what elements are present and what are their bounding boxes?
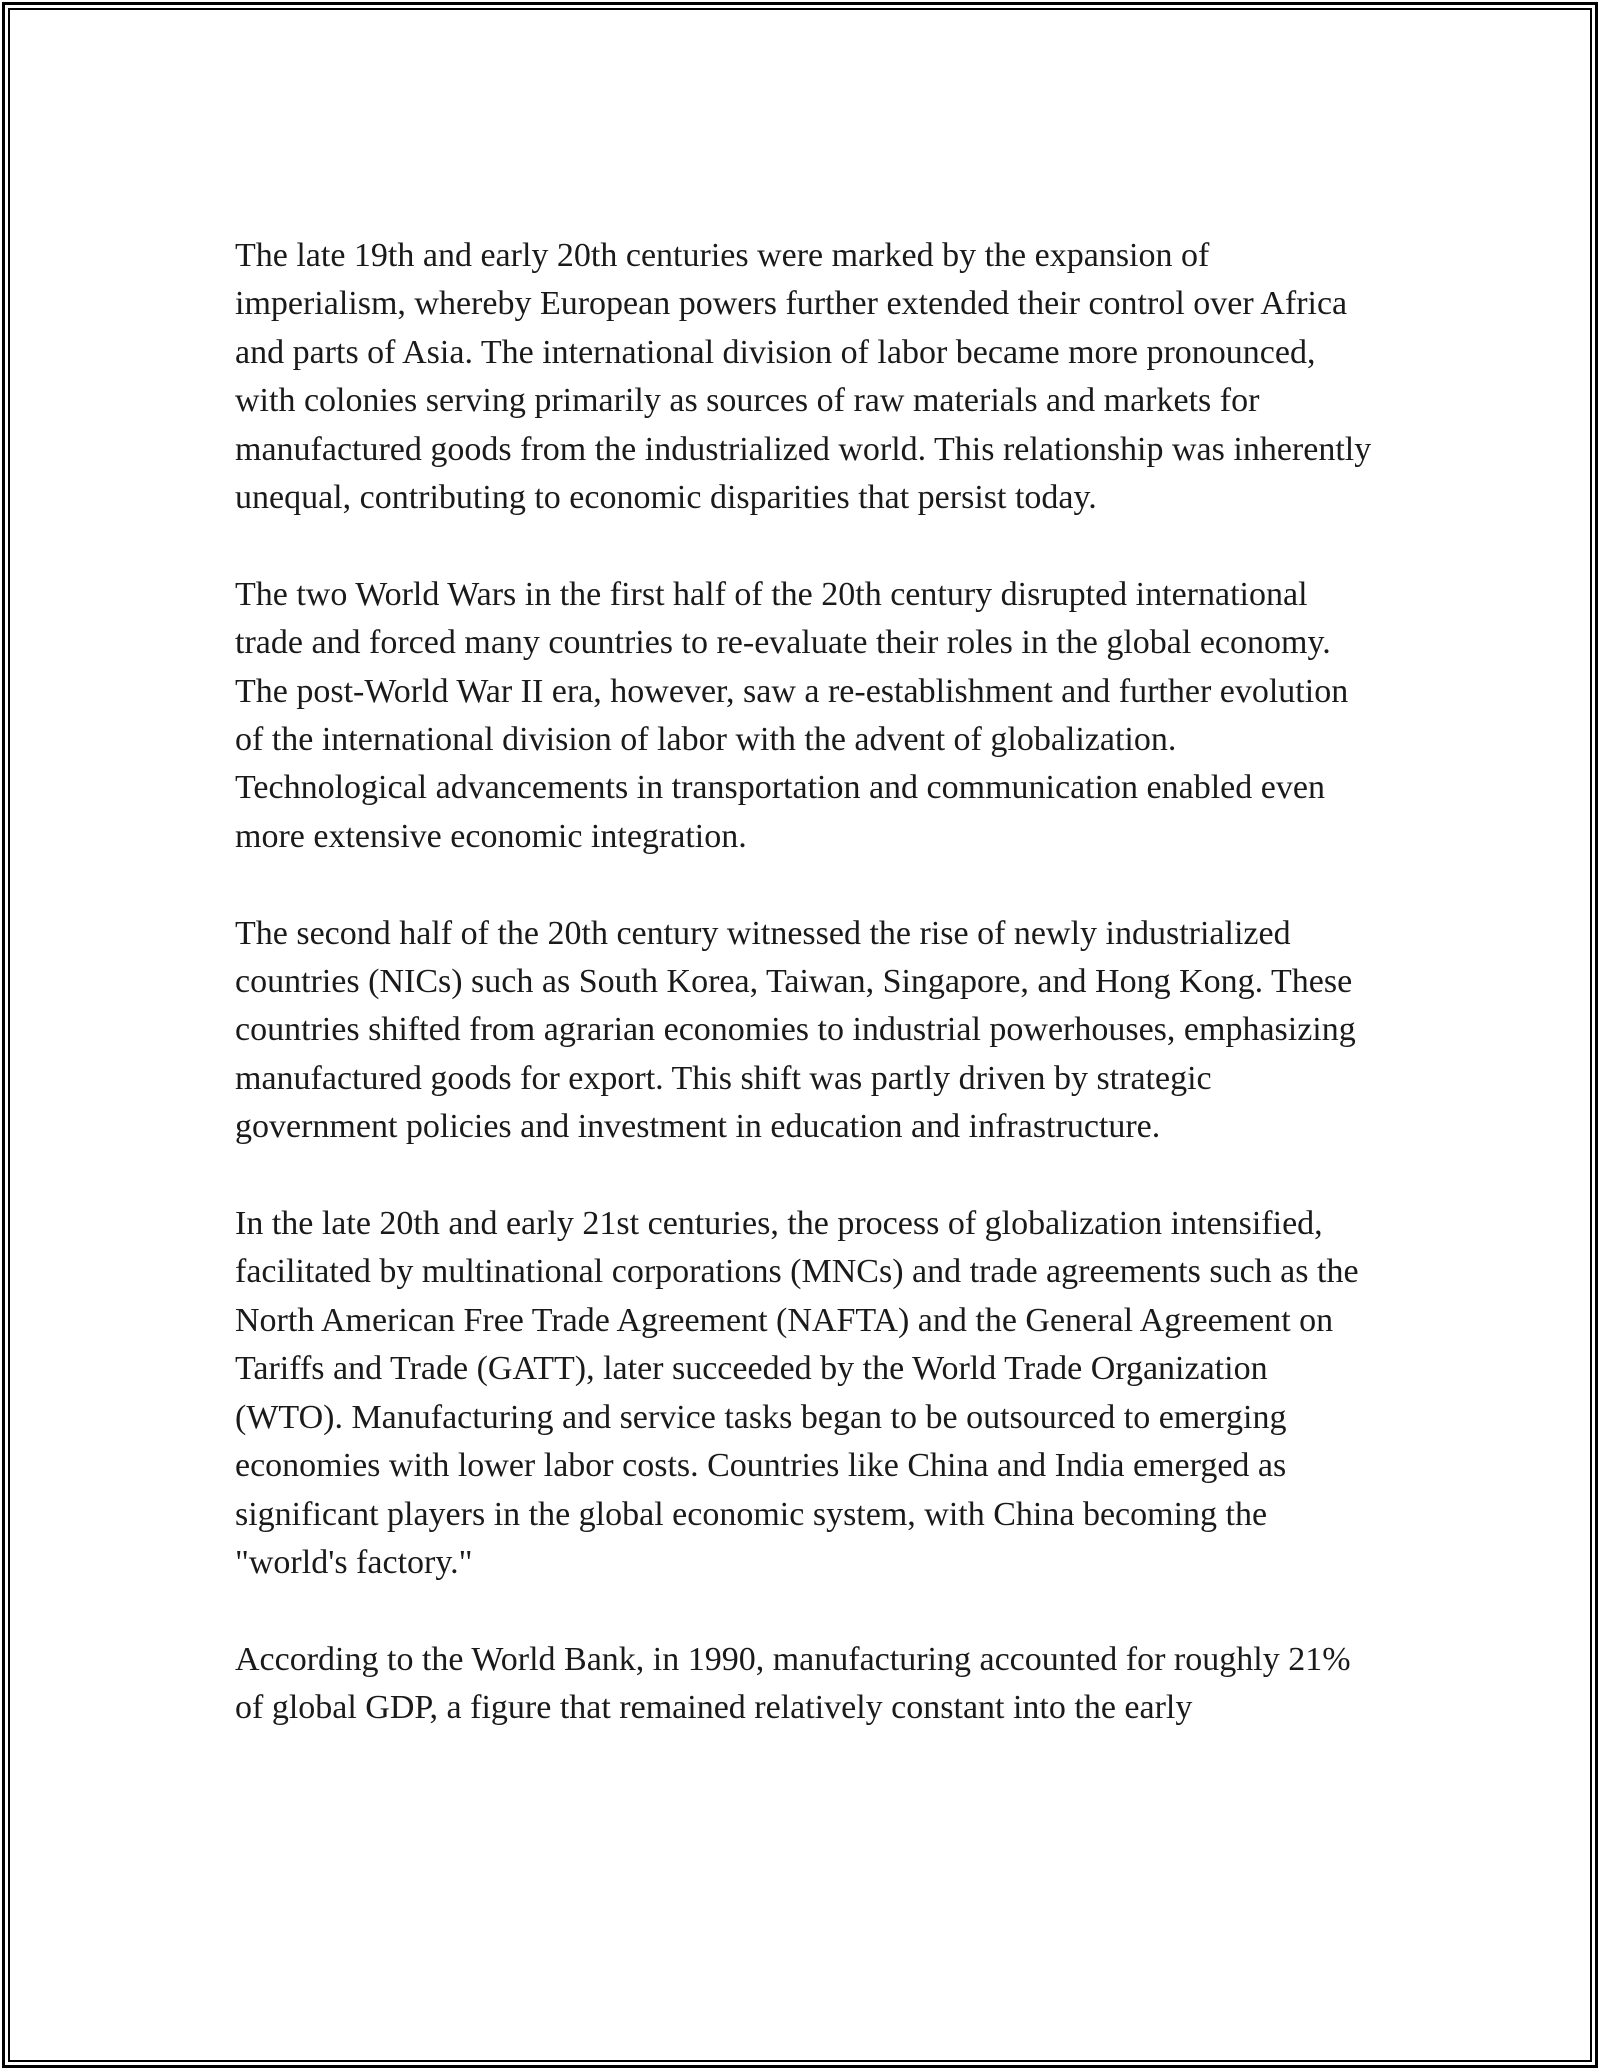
paragraph-globalization: In the late 20th and early 21st centuries, the process of globalization intensified, facilitated by multinational corporations (MNCs) and trade agreements such as the North American Free Trade Agreement (NAFTA) and the General Agreement on Tariffs and Trade (GATT), later succeeded by the World Trade Organization (WTO). Manufacturing and service tasks began to be outsourced to emerging economies with lower labor costs. Countries like China and India emerged as significant players in the global economic system, with China becoming the "world's factory." [235, 1205, 1359, 1581]
paragraph-world-wars: The two World Wars in the first half of the 20th century disrupted international trade and forced many countries to re-evaluate their roles in the global economy. The post-World War II era, however, saw a re-establishment and further evolution of the international division of labor with the advent of globalization. Technological advancements in transportation and communication enabled even more extensive economic integration. [235, 575, 1349, 855]
document-body [235, 232, 1375, 1781]
paragraph-world-bank: According to the World Bank, in 1990, manufacturing accounted for roughly 21% of global GDP, a figure that remained relatively constant into the early [235, 1640, 1351, 1727]
paragraph-imperialism: The late 19th and early 20th centuries were marked by the expansion of imperialism, whereby European powers further extended their control over Africa and parts of Asia. The international division of labor became more pronounced, with colonies serving primarily as sources of raw materials and markets for manufactured goods from the industrialized world. This relationship was inherently unequal, contributing to economic disparities that persist today. [235, 237, 1372, 517]
paragraph-nics: The second half of the 20th century witnessed the rise of newly industrialized countries (NICs) such as South Korea, Taiwan, Singapore, and Hong Kong. These countries shifted from agrarian economies to industrial powerhouses, emphasizing manufactured goods for export. This shift was partly driven by strategic government policies and investment in education and infrastructure. [235, 914, 1356, 1146]
